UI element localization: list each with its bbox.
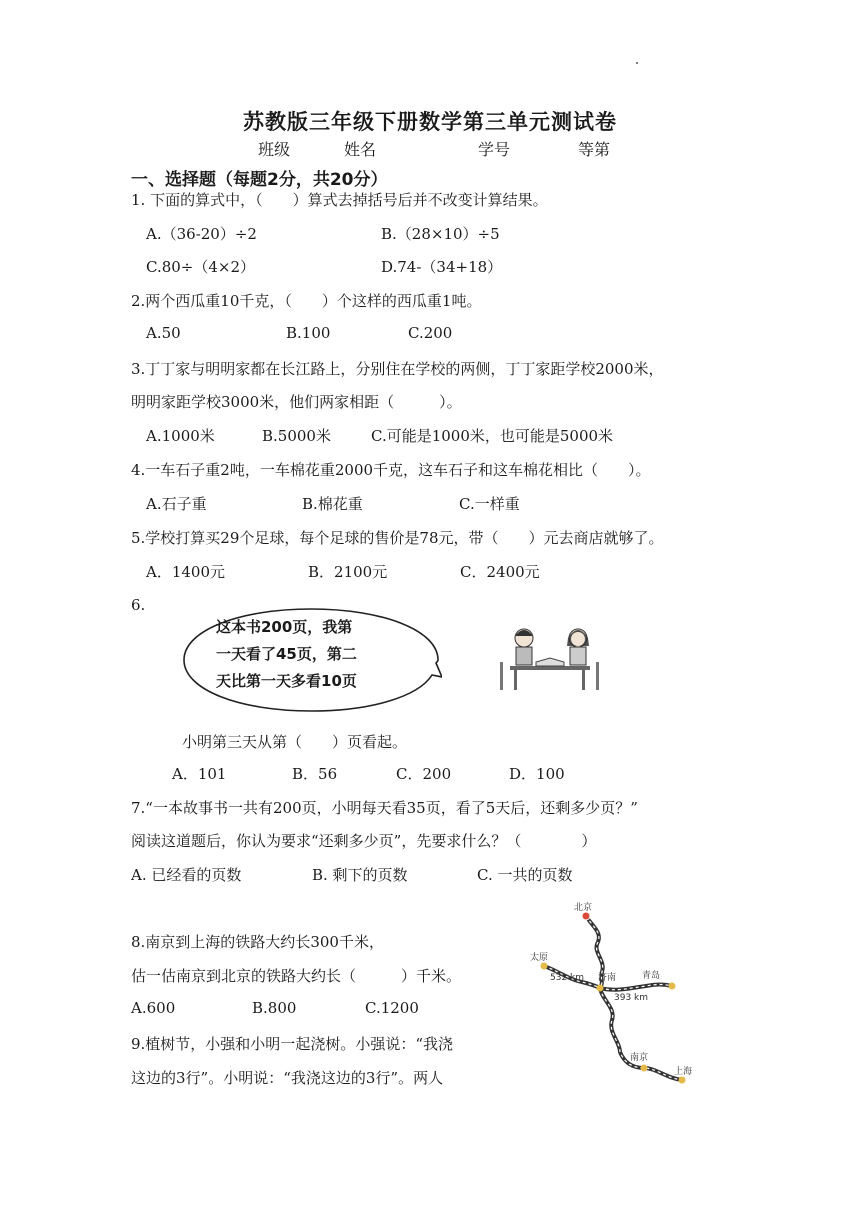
q1-option-d: D.74-（34+18）	[381, 258, 503, 276]
grade-label: 等第	[578, 140, 611, 159]
map-label-taiyuan: 太原	[530, 953, 549, 963]
q4-option-b: B.棉花重	[302, 495, 363, 513]
railway-map	[520, 900, 720, 1095]
q7-option-c: C. 一共的页数	[477, 866, 573, 884]
q6-stem: 小明第三天从第（ ）页看起。	[182, 733, 408, 751]
q5-option-a: A．1400元	[146, 563, 226, 581]
q9-stem-line1: 9.植树节，小强和小明一起浇树。小强说：“我浇	[131, 1035, 453, 1053]
q6-option-c: C．200	[396, 765, 452, 783]
q3-option-c: C.可能是1000米，也可能是5000米	[371, 427, 614, 445]
q1-stem: 1. 下面的算式中，（ ）算式去掉括号后并不改变计算结果。	[131, 191, 548, 209]
q3-option-b: B.5000米	[262, 427, 331, 445]
q2-option-b: B.100	[286, 324, 331, 342]
q2-option-a: A.50	[146, 324, 181, 342]
q6-option-d: D．100	[509, 765, 565, 783]
children-reading-illustration	[496, 622, 604, 692]
q4-stem: 4.一车石子重2吨，一车棉花重2000千克，这车石子和这车棉花相比（ ）。	[131, 461, 651, 479]
q3-option-a: A.1000米	[146, 427, 215, 445]
q9-stem-line2: 这边的3行”。小明说：“我浇这边的3行”。两人	[131, 1069, 444, 1087]
q8-stem-line2: 估一估南京到北京的铁路大约长（ ）千米。	[131, 967, 462, 985]
q7-stem-line1: 7.“一本故事书一共有200页，小明每天看35页，看了5天后，还剩多少页？”	[131, 799, 638, 817]
name-label: 姓名	[344, 140, 377, 159]
q8-option-c: C.1200	[365, 999, 419, 1017]
q3-stem-line2: 明明家距学校3000米，他们两家相距（ ）。	[131, 393, 462, 411]
q4-option-a: A.石子重	[146, 495, 207, 513]
q8-stem-line1: 8.南京到上海的铁路大约长300千米，	[131, 933, 384, 951]
q7-stem-line2: 阅读这道题后，你认为要求“还剩多少页”，先要求什么？（ ）	[131, 832, 597, 850]
q7-option-b: B. 剩下的页数	[312, 866, 408, 884]
q2-option-c: C.200	[408, 324, 453, 342]
map-label-jinan: 济南	[598, 973, 617, 983]
decorative-dot	[636, 62, 638, 64]
map-label-nanjing: 南京	[630, 1053, 649, 1063]
map-label-shanghai: 上海	[674, 1067, 693, 1077]
section-heading: 一、选择题（每题2分，共20分）	[131, 170, 388, 190]
q5-option-b: B．2100元	[308, 563, 388, 581]
q1-option-a: A.（36-20）÷2	[146, 225, 257, 243]
q8-option-a: A.600	[131, 999, 176, 1017]
bubble-line-2: 一天看了45页，第二	[216, 645, 357, 663]
q2-stem: 2.两个西瓜重10千克，（ ）个这样的西瓜重1吨。	[131, 292, 482, 310]
student-number-label: 学号	[478, 140, 511, 159]
q6-option-b: B．56	[292, 765, 338, 783]
page-title: 苏教版三年级下册数学第三单元测试卷	[243, 110, 617, 134]
q7-option-a: A. 已经看的页数	[131, 866, 242, 884]
bubble-line-1: 这本书200页，我第	[216, 618, 353, 636]
map-label-qingdao: 青岛	[642, 971, 661, 981]
class-label: 班级	[258, 140, 291, 159]
q6-number: 6.	[131, 596, 146, 614]
speech-bubble-text	[216, 614, 404, 695]
bubble-line-3: 天比第一天多看10页	[216, 672, 357, 690]
q6-option-a: A．101	[172, 765, 227, 783]
q3-stem-line1: 3.丁丁家与明明家都在长江路上，分别住在学校的两侧，丁丁家距学校2000米，	[131, 360, 664, 378]
q1-option-c: C.80÷（4×2）	[146, 258, 256, 276]
map-label-beijing: 北京	[574, 903, 593, 913]
q1-option-b: B.（28×10）÷5	[381, 225, 500, 243]
map-distance-532: 532 km	[550, 973, 585, 983]
q8-option-b: B.800	[252, 999, 297, 1017]
q5-option-c: C．2400元	[460, 563, 540, 581]
map-distance-393: 393 km	[614, 993, 649, 1003]
q4-option-c: C.一样重	[459, 495, 520, 513]
q5-stem: 5.学校打算买29个足球，每个足球的售价是78元，带（ ）元去商店就够了。	[131, 529, 664, 547]
